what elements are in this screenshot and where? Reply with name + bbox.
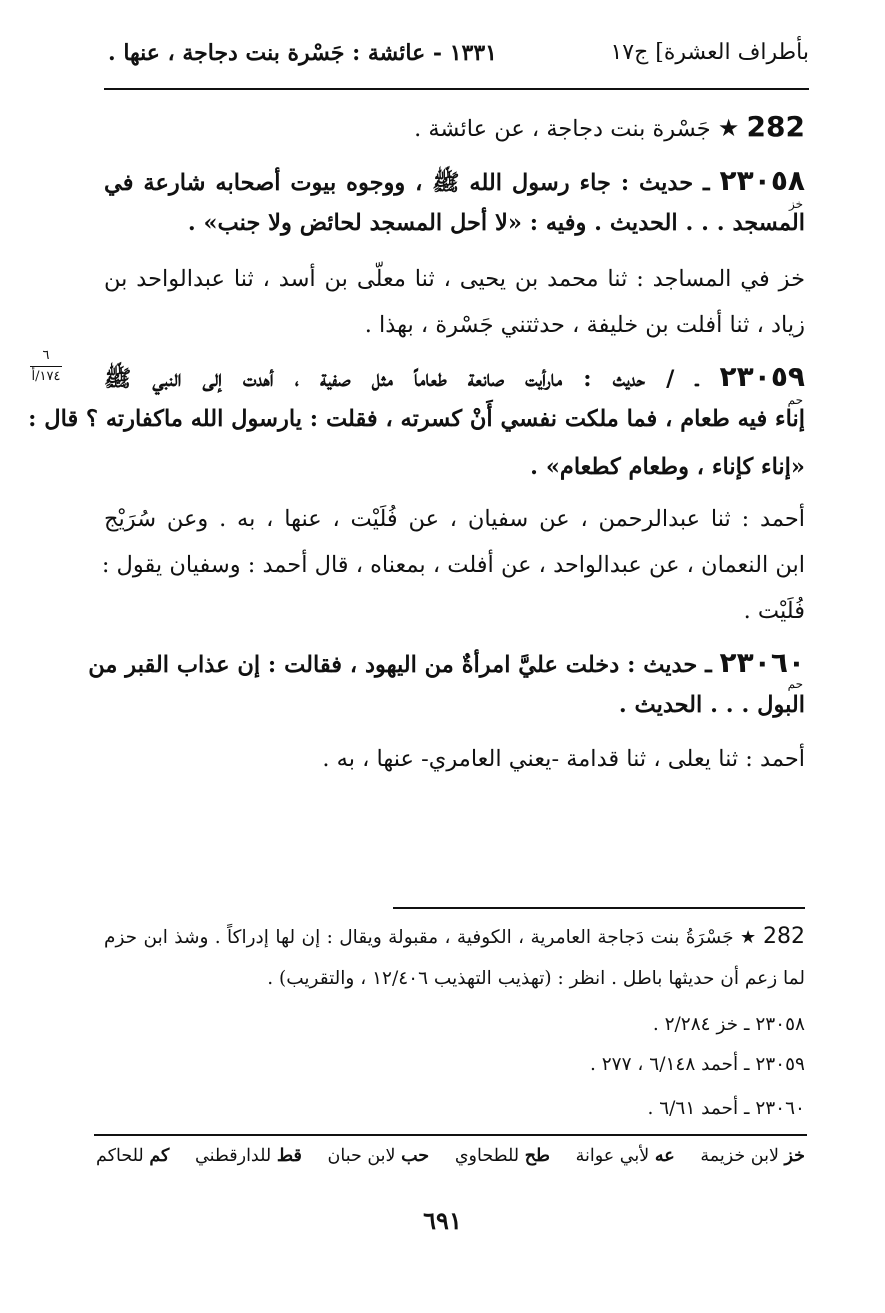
key-rule [94, 1134, 807, 1136]
footnote-ref: ٢٣٠٦٠ ـ أحمد ٦/٦١ . [647, 1098, 805, 1119]
hadith-23059-line3: «إناء كإناء ، وطعام كطعام» . [530, 454, 805, 480]
entry-number: 282 [746, 110, 805, 143]
star-icon: ★ [739, 927, 757, 948]
hadith-text: جاء رسول الله ﷺ ، ووجوه بيوت أصحابه شارعة في [104, 170, 611, 196]
footnote-text: جَسْرَةُ بنت دَجاجة العامرية ، الكوفية ، مقبولة ويقال : إن لها إدراكاً . وشذ ابن حزم [104, 927, 734, 948]
key-item: كم للحاكم [96, 1146, 170, 1166]
hadith-23060-line2: البول . . . الحديث . [618, 692, 805, 718]
margin-volume: ٦ [42, 348, 50, 363]
footnote-282-line1 [104, 922, 805, 953]
hadith-number: ٢٣٠٥٩ [719, 360, 805, 393]
source-abbreviation: خز [788, 197, 803, 211]
hadith-number: ٢٣٠٦٠ [719, 646, 805, 679]
entry-narrator: جَسْرة بنت دجاجة ، عن عائشة . [414, 116, 711, 142]
source-abbreviation: حم [787, 393, 803, 407]
hadith-text: دخلت عليَّ امرأةٌ من اليهود ، فقالت : إن عذاب القبر من [88, 652, 620, 678]
footnote-282-line2: لما زعم أن حديثها باطل . انظر : (تهذيب التهذيب ١٢/٤٠٦ ، والتقريب) . [267, 968, 805, 989]
hadith-23060-line1 [88, 646, 805, 682]
footnote-ref: ٢٣٠٥٨ ـ خز ٢/٢٨٤ . [652, 1014, 805, 1035]
hadith-label: ـ حديث : [627, 652, 712, 678]
isnad-line: خز في المساجد : ثنا محمد بن يحيى ، ثنا معلّى بن أسد ، ثنا عبدالواحد بن [104, 266, 805, 292]
isnad-line: فُلَيْت . [743, 598, 805, 624]
hadith-label: ـ حديث : [620, 170, 710, 196]
source-abbreviation: حم [787, 677, 803, 691]
hadith-label: ـ / حديث : [583, 366, 699, 392]
key-item: حب لابن حبان [327, 1146, 430, 1166]
key-item: عه لأبي عوانة [575, 1146, 675, 1166]
hadith-23058-line2: المسجد . . . الحديث . وفيه : «لا أحل المسجد لحائض ولا جنب» . [187, 210, 805, 236]
isnad-line: ابن النعمان ، عن عبدالواحد ، عن أفلت ، بمعناه ، قال أحمد : وسفيان يقول : [101, 552, 805, 578]
footnote-rule [393, 907, 805, 909]
hadith-23059-line1 [104, 360, 805, 396]
isnad-line: أحمد : ثنا يعلى ، ثنا قدامة -يعني العامري- عنها ، به . [322, 746, 805, 772]
abbreviation-key [96, 1146, 805, 1166]
margin-rule [30, 366, 62, 367]
running-header-section: ١٣٣١ - عائشة : جَسْرة بنت دجاجة ، عنها . [108, 40, 497, 66]
footnote-ref: ٢٣٠٥٩ ـ أحمد ٦/١٤٨ ، ٢٧٧ . [589, 1054, 805, 1075]
key-item: قط للدارقطني [195, 1146, 302, 1166]
margin-folio-note [24, 348, 68, 385]
isnad-line: زياد ، ثنا أفلت بن خليفة ، حدثتني جَسْرة ، بهذا . [364, 312, 805, 338]
isnad-line: أحمد : ثنا عبدالرحمن ، عن سفيان ، عن فُلَيْت ، عنها ، به . وعن سُرَيْج [104, 506, 805, 532]
header-rule [104, 88, 809, 90]
margin-folio: ١٧٤/أ [31, 369, 61, 384]
hadith-23059-line2: إناء فيه طعام ، فما ملكت نفسي أَنْ كسرته ، فقلت : يارسول الله ماكفارته ؟ قال : [28, 406, 805, 432]
hadith-text: مارأيت صانعة طعاماً مثل صفية ، أهدت إلى النبي ﷺ [104, 366, 563, 392]
hadith-number: ٢٣٠٥٨ [719, 164, 805, 197]
star-icon: ★ [717, 114, 740, 142]
running-header-book-title: بأطراف العشرة] ج١٧ [610, 40, 809, 65]
entry-282 [414, 110, 805, 146]
footnote-number: 282 [763, 924, 806, 949]
key-item: طح للطحاوي [454, 1146, 550, 1166]
hadith-23058-line1 [104, 164, 805, 200]
page-number: ٦٩١ [423, 1206, 462, 1235]
key-item: خز لابن خزيمة [700, 1146, 805, 1166]
